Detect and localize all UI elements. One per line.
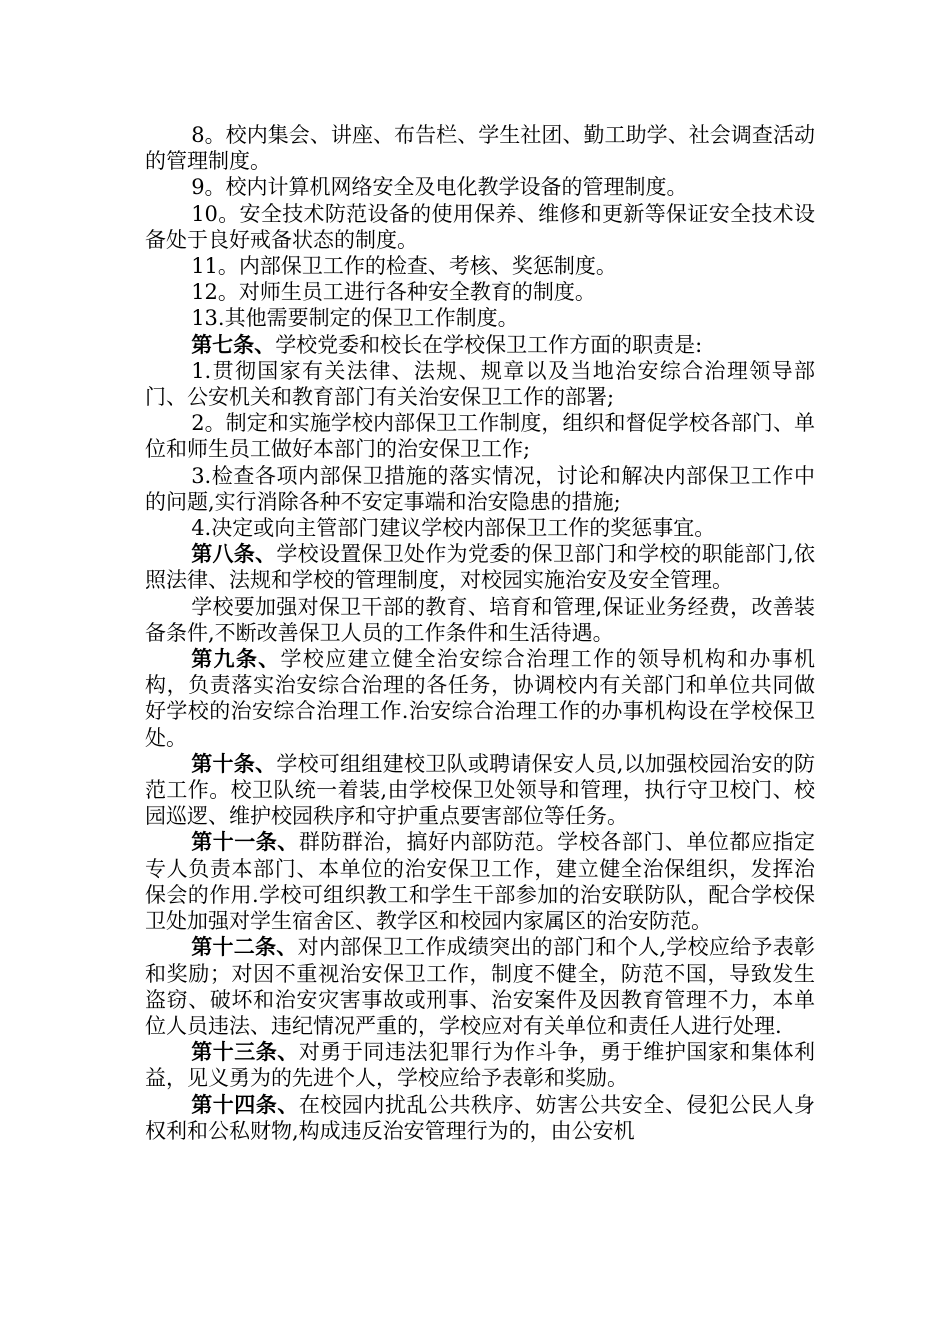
paragraph-item-13 [145,305,815,331]
article-heading: 第七条、 [191,331,276,357]
article-9 [145,646,815,751]
paragraph-text: 学校应建立健全治安综合治理工作的领导机构和办事机构，负责落实治安综合治理的各任务，协调校内有关部门和单位共同做好学校的治安综合治理工作.治安综合治理工作的办事机构设在学校保卫处。 [145,647,816,750]
article-14 [145,1092,815,1144]
document-page [145,122,815,1144]
article-heading: 第九条、 [191,646,281,672]
paragraph-item-8 [145,122,815,174]
paragraph-item-10 [145,201,815,253]
article-heading: 第十四条、 [191,1091,299,1117]
paragraph-text: 群防群治，搞好内部防范。学校各部门、单位都应指定专人负责本部门、本单位的治安保卫工作，建立健全治保组织，发挥治保会的作用.学校可组织教工和学生干部参加的治安联防队，配合学校保卫处加强对学生宿舍区、教学区和校园内家属区的治安防范。 [145,830,816,934]
paragraph-text: 13.其他需要制定的保卫工作制度。 [191,306,519,331]
article-heading: 第十二条、 [191,934,298,960]
duty-item-2 [145,410,815,462]
article-heading: 第十条、 [191,750,277,776]
paragraph-item-9 [145,174,815,200]
paragraph-text: 11。内部保卫工作的检查、考核、奖惩制度。 [191,254,617,279]
duty-item-1 [145,358,815,410]
paragraph-text: 12。对师生员工进行各种安全教育的制度。 [191,280,596,305]
paragraph-text: 对内部保卫工作成绩突出的部门和个人,学校应给予表彰和奖励；对因不重视治安保卫工作，制度不健全，防范不国，导致发生盗窃、破坏和治安灾害事故或刑事、治安案件及因教育管理不力，本单位人员违法、违纪情况严重的，学校应对有关单位和责任人进行处理. [145,935,815,1038]
paragraph-text: 4.决定或向主管部门建议学校内部保卫工作的奖惩事宜。 [191,516,716,541]
article-heading: 第十一条、 [191,829,299,855]
paragraph-text: 在校园内扰乱公共秩序、妨害公共安全、侵犯公民人身权利和公私财物,构成违反治安管理行为的，由公安机 [145,1092,816,1143]
paragraph-text: 学校要加强对保卫干部的教育、培育和管理,保证业务经费，改善装备条件,不断改善保卫人员的工作条件和生活待遇。 [145,594,815,645]
paragraph-text: 学校党委和校长在学校保卫工作方面的职责是: [275,332,703,357]
paragraph-text: 10。安全技术防范设备的使用保养、维修和更新等保证安全技术设备处于良好戒备状态的制度。 [145,201,815,252]
paragraph-text: 9。校内计算机网络安全及电化教学设备的管理制度。 [191,175,688,200]
article-8-continuation [145,594,815,646]
article-11 [145,829,815,934]
article-7 [145,332,815,358]
article-12 [145,934,815,1039]
duty-item-3 [145,463,815,515]
paragraph-text: 2。制定和实施学校内部保卫工作制度，组织和督促学校各部门、单位和师生员工做好本部门的治安保卫工作; [145,411,815,462]
paragraph-item-11 [145,253,815,279]
paragraph-text: 1.贯彻国家有关法律、法规、规章以及当地治安综合治理领导部门、公安机关和教育部门有关治安保卫工作的部署; [145,358,815,410]
paragraph-text: 3.检查各项内部保卫措施的落实情况，讨论和解决内部保卫工作中的问题,实行消除各种不安定事端和治安隐患的措施; [145,463,815,514]
paragraph-text: 8。校内集会、讲座、布告栏、学生社团、勤工助学、社会调查活动的管理制度。 [145,123,815,174]
duty-item-4 [145,515,815,541]
paragraph-text: 对勇于同违法犯罪行为作斗争，勇于维护国家和集体利益，见义勇为的先进个人，学校应给予表彰和奖励。 [145,1040,816,1091]
article-8 [145,541,815,593]
article-13 [145,1039,815,1091]
article-heading: 第十三条、 [191,1039,299,1065]
paragraph-text: 学校设置保卫处作为党委的保卫部门和学校的职能部门,依照法律、法规和学校的管理制度，对校园实施治安及安全管理。 [145,542,815,593]
paragraph-item-12 [145,279,815,305]
article-10 [145,751,815,830]
article-heading: 第八条、 [191,541,277,567]
paragraph-text: 学校可组组建校卫队或聘请保安人员,以加强校园治安的防范工作。校卫队统一着装,由学校保卫处领导和管理，执行守卫校门、校园巡逻、维护校园秩序和守护重点要害部位等任务。 [145,751,815,829]
